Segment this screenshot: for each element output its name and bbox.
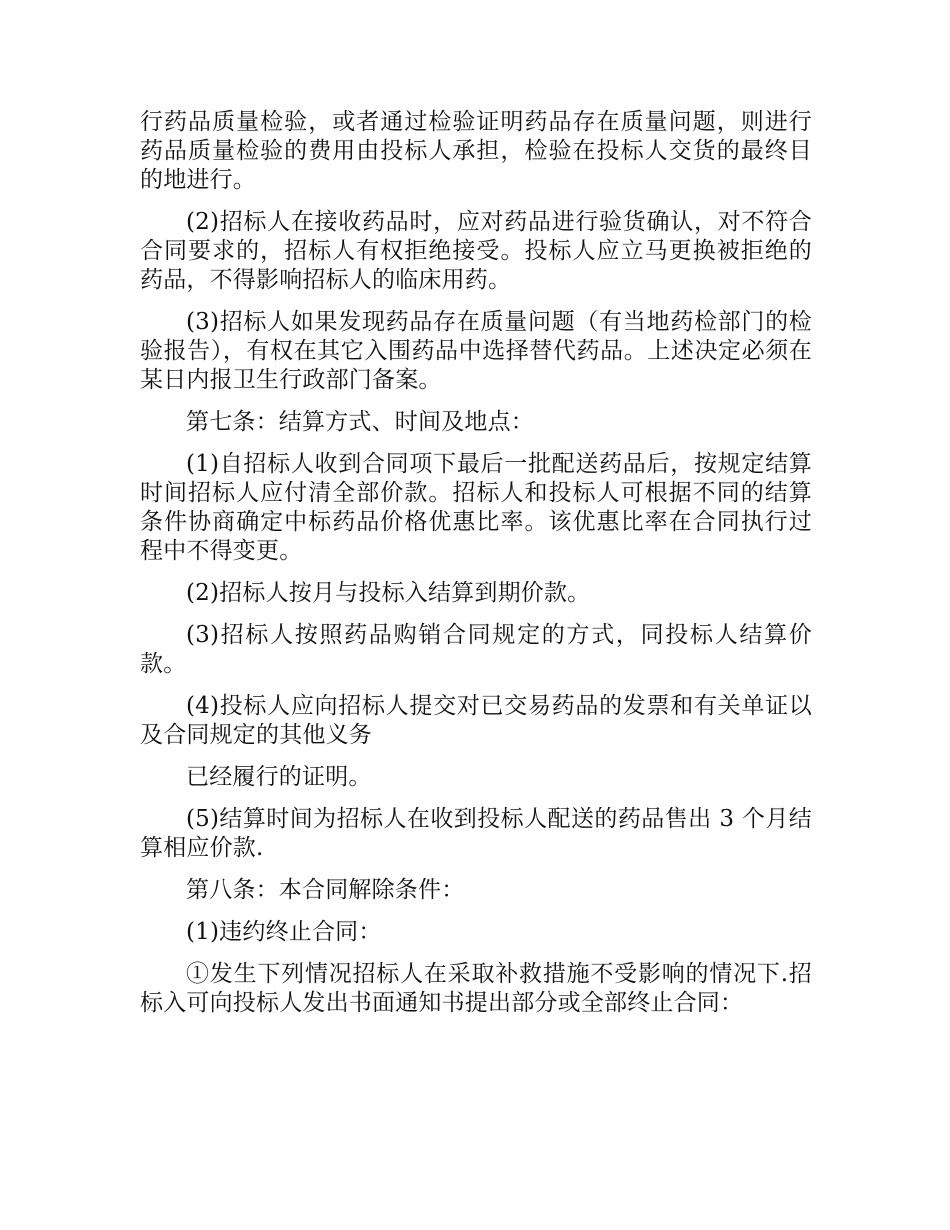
- paragraph-invoice-submission: (4)投标人应向招标人提交对已交易药品的发票和有关单证以及合同规定的其他义务: [140, 693, 812, 748]
- paragraph-monthly-settlement: (2)招标人按月与投标入结算到期价款。: [186, 580, 591, 606]
- paragraph-settlement-payment: (1)自招标人收到合同项下最后一批配送药品后，按规定结算时间招标人应付清全部价款。招标人和投标人可根据不同的结算条件协商确定中标药品价格优惠比率。该优惠比率在合同执行过程中不得变更。: [140, 451, 812, 564]
- heading-article-7: 第七条：结算方式、时间及地点：: [186, 409, 534, 435]
- paragraph-contract-settlement-method: (3)招标人按照药品购销合同规定的方式，同投标人结算价款。: [140, 622, 812, 677]
- heading-article-8: 第八条：本合同解除条件：: [186, 877, 465, 903]
- paragraph-breach-termination: (1)违约终止合同：: [186, 919, 382, 945]
- paragraph-performance-proof: 已经履行的证明。: [186, 764, 372, 790]
- paragraph-settlement-time: (5)结算时间为招标人在收到投标人配送的药品售出 3 个月结算相应价款.: [140, 806, 812, 861]
- document-body: [140, 108, 812, 1031]
- paragraph-delivery-acceptance: (2)招标人在接收药品时，应对药品进行验货确认，对不符合合同要求的，招标人有权拒绝接受。投标人应立马更换被拒绝的药品，不得影响招标人的临床用药。: [140, 209, 812, 293]
- paragraph-quality-problem-replacement: (3)招标人如果发现药品存在质量问题（有当地药检部门的检验报告），有权在其它入围药品中选择替代药品。上述决定必须在某日内报卫生行政部门备案。: [140, 309, 812, 393]
- paragraph-quality-inspection-cost: 行药品质量检验，或者通过检验证明药品存在质量问题，则进行药品质量检验的费用由投标人承担，检验在投标人交货的最终目的地进行。: [140, 109, 812, 193]
- paragraph-termination-notice: ①发生下列情况招标人在采取补救措施不受影响的情况下.招标入可向投标人发出书面通知书提出部分或全部终止合同：: [140, 961, 812, 1016]
